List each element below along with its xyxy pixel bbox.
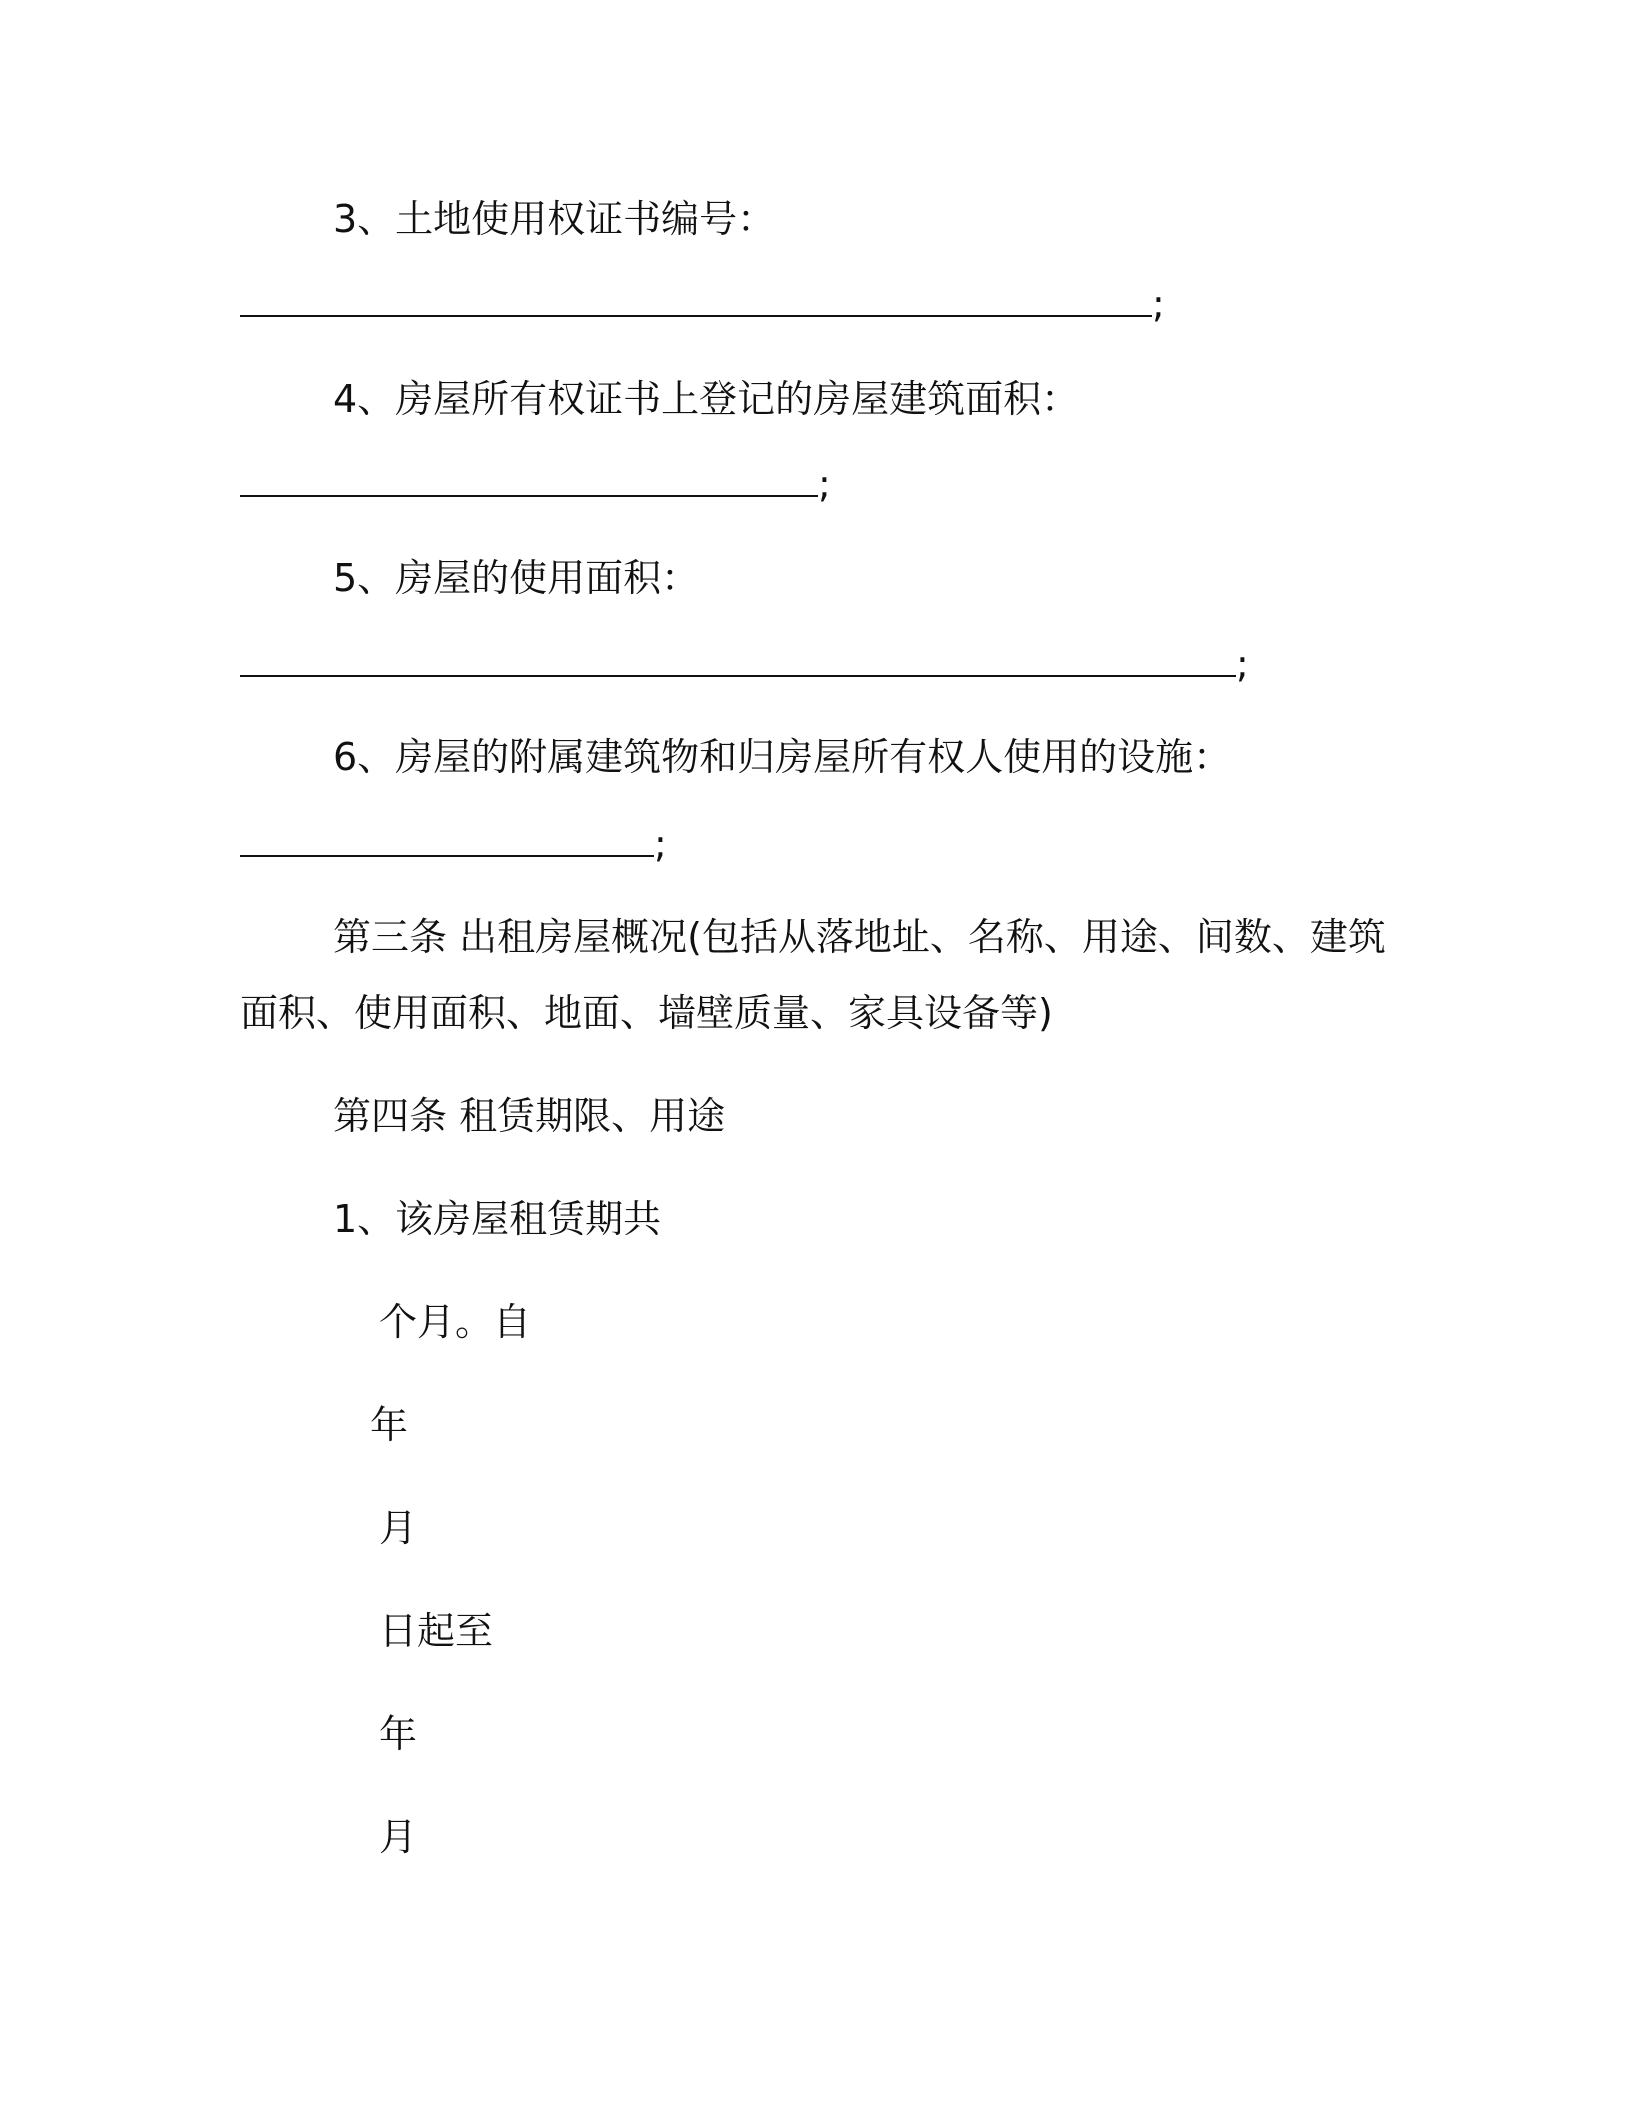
day-to: 日起至: [379, 1609, 494, 1653]
item-4-label: 4、房屋所有权证书上登记的房屋建筑面积：: [333, 377, 1080, 421]
item-6-label: 6、房屋的附属建筑物和归房屋所有权人使用的设施：: [333, 735, 1232, 779]
item-6-semicolon: ;: [654, 822, 667, 866]
months-from: 个月。自: [379, 1300, 532, 1344]
item-5-blank[interactable]: [240, 675, 1236, 677]
item-5-semicolon: ;: [1236, 642, 1249, 686]
article-3-line-1: 第三条 出租房屋概况(包括从落地址、名称、用途、间数、建筑: [333, 915, 1386, 959]
item-4-blank[interactable]: [240, 495, 818, 497]
article-3-line-2: 面积、使用面积、地面、墙壁质量、家具设备等): [240, 991, 1053, 1035]
month-1: 月: [379, 1506, 418, 1550]
item-6-blank[interactable]: [240, 855, 654, 857]
item-4-semicolon: ;: [818, 462, 831, 506]
term-line: 1、该房屋租赁期共: [333, 1197, 662, 1241]
month-2: 月: [379, 1815, 418, 1859]
article-4-heading: 第四条 租赁期限、用途: [333, 1094, 726, 1138]
item-5-label: 5、房屋的使用面积：: [333, 556, 700, 600]
year-1: 年: [370, 1403, 409, 1447]
year-2: 年: [379, 1712, 418, 1756]
item-3-semicolon: ;: [1152, 282, 1165, 326]
item-3-blank[interactable]: [240, 315, 1152, 317]
item-3-label: 3、土地使用权证书编号：: [333, 197, 776, 241]
